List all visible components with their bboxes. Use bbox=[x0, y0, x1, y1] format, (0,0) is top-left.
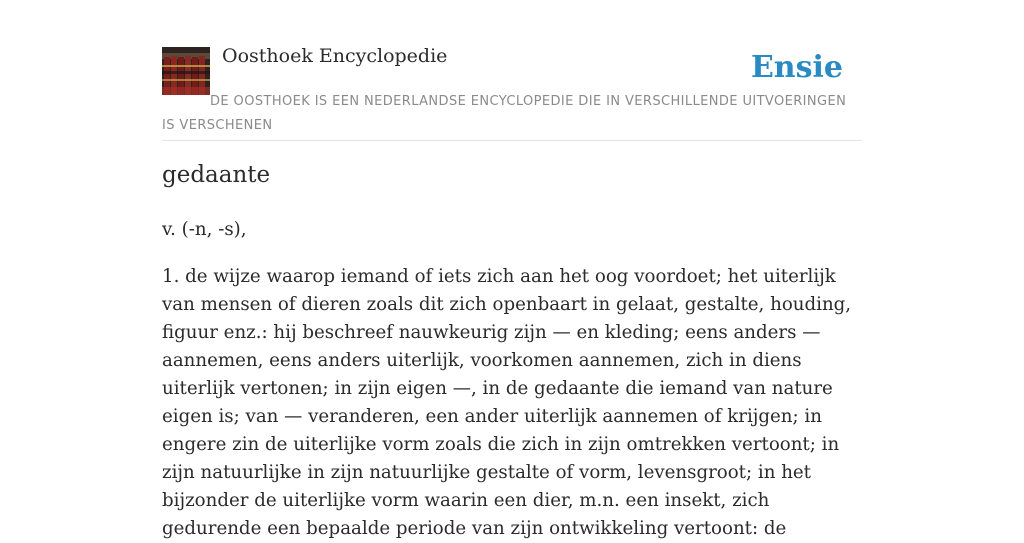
source-title-link[interactable]: Oosthoek Encyclopedie bbox=[222, 45, 448, 67]
encyclopedia-books-image bbox=[162, 47, 210, 95]
entry-title: gedaante bbox=[162, 162, 271, 188]
source-description: DE OOSTHOEK IS EEN NEDERLANDSE ENCYCLOPEDIE DIE IN VERSCHILLENDE UITVOERINGEN IS VERSCHENEN bbox=[162, 94, 847, 133]
entry-grammar: v. (-n, -s), bbox=[162, 219, 247, 240]
entry-definition: 1. de wijze waarop iemand of iets zich aan het oog voordoet; het uiterlijk van mensen of dieren zoals dit zich openbaart in gelaat, gestalte, houding, figuur enz.: hij beschreef nauwkeurig zijn — en kleding; eens anders — aannemen, eens anders uiterlijk, voorkomen aannemen, zich in diens uiterlijk vertonen; in zijn eigen —, in de gedaante die iemand van nature eigen is; van — veranderen, een ander uiterlijk aannemen of krijgen; in engere zin de uiterlijke vorm zoals die zich in zijn omtrekken vertoont; in zijn natuurlijke in zijn natuurlijke gestalte of vorm, levensgroot; in het bijzonder de uiterlijke vorm waarin een dier, m.n. een insekt, zich gedurende een bepaalde periode van zijn ontwikkeling vertoont: de bbox=[162, 266, 852, 539]
source-header bbox=[162, 44, 862, 141]
source-avatar[interactable] bbox=[162, 47, 210, 95]
ensie-logo-link[interactable]: Ensie bbox=[750, 50, 843, 85]
